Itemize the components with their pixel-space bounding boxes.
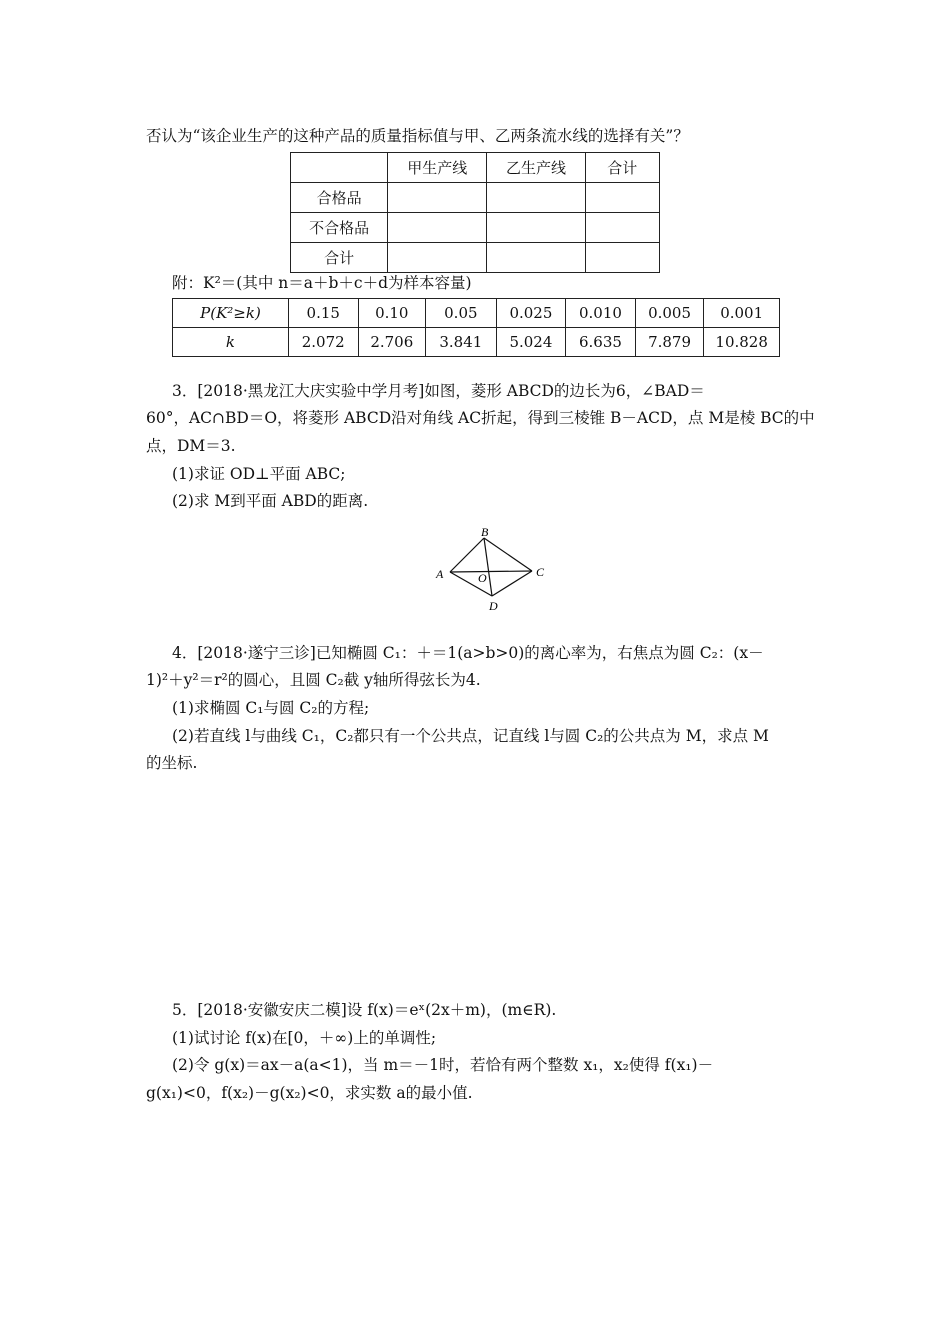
q4-part-2-line-1: (2)若直线 l与曲线 C₁，C₂都只有一个公共点，记直线 l与圆 C₂的公共点为 M，求点 M xyxy=(172,727,769,745)
table-cell: 合计 xyxy=(291,243,388,273)
label-c: C xyxy=(536,565,545,579)
table-cell xyxy=(585,213,659,243)
q3-line-1: 3．[2018·黑龙江大庆实验中学月考]如图，菱形 ABCD的边长为6，∠BAD＝ xyxy=(172,382,705,400)
edge-bc xyxy=(484,538,532,571)
intro-text: 否认为“该企业生产的这种产品的质量指标值与甲、乙两条流水线的选择有关”？ xyxy=(146,127,689,145)
label-b: B xyxy=(481,526,489,539)
table-cell: 2.706 xyxy=(358,328,426,357)
table-cell: k xyxy=(173,328,289,357)
q3-part-1: (1)求证 OD⊥平面 ABC; xyxy=(172,465,346,483)
q3-line-2: 60°，AC∩BD＝O，将菱形 ABCD沿对角线 AC折起，得到三棱锥 B－ACD，点 M是棱 BC的中 xyxy=(146,409,815,427)
table-cell: 0.025 xyxy=(496,299,566,328)
table-cell: 6.635 xyxy=(566,328,636,357)
table-cell: 0.010 xyxy=(566,299,636,328)
q4-line-2: 1)²＋y²＝r²的圆心，且圆 C₂截 y轴所得弦长为4. xyxy=(146,671,481,689)
table-row xyxy=(291,243,660,273)
table-header: 合计 xyxy=(585,153,659,183)
table-cell: 0.005 xyxy=(635,299,704,328)
table-cell xyxy=(291,153,388,183)
table-header: 甲生产线 xyxy=(388,153,487,183)
table-cell: 不合格品 xyxy=(291,213,388,243)
rhombus-figure xyxy=(428,526,548,616)
table-row xyxy=(173,299,780,328)
table-row xyxy=(291,213,660,243)
table-cell xyxy=(487,183,585,213)
table-cell: 0.10 xyxy=(358,299,426,328)
q4-line-1: 4．[2018·遂宁三诊]已知椭圆 C₁：＋＝1(a>b>0)的离心率为，右焦点为圆 C₂：(x－ xyxy=(172,644,764,662)
diagonal-ac xyxy=(450,571,532,572)
table-cell: 5.024 xyxy=(496,328,566,357)
table-cell xyxy=(585,243,659,273)
q5-line-1: 5．[2018·安徽安庆二模]设 f(x)＝eˣ(2x＋m)，(m∈R). xyxy=(172,1001,557,1019)
table-row xyxy=(291,153,660,183)
q4-part-1: (1)求椭圆 C₁与圆 C₂的方程; xyxy=(172,699,370,717)
table-cell: 0.15 xyxy=(288,299,358,328)
table-row xyxy=(291,183,660,213)
critical-value-table xyxy=(172,298,780,357)
q5-part-2-line-2: g(x₁)<0，f(x₂)－g(x₂)<0，求实数 a的最小值. xyxy=(146,1084,473,1102)
q5-part-2-line-1: (2)令 g(x)＝ax－a(a<1)，当 m＝－1时，若恰有两个整数 x₁，x₂使得 f(x₁)－ xyxy=(172,1056,714,1074)
table-row xyxy=(173,328,780,357)
diagonal-bd xyxy=(484,538,492,596)
table-header: 乙生产线 xyxy=(487,153,585,183)
table-cell xyxy=(388,243,487,273)
table-cell: 2.072 xyxy=(288,328,358,357)
table-cell: 3.841 xyxy=(426,328,497,357)
contingency-table xyxy=(290,152,660,273)
edge-cd xyxy=(492,571,532,596)
table-cell: 合格品 xyxy=(291,183,388,213)
table-cell: 0.05 xyxy=(426,299,497,328)
q4-part-2-line-2: 的坐标. xyxy=(146,754,198,772)
table-cell xyxy=(388,213,487,243)
table-cell: 0.001 xyxy=(704,299,780,328)
table-cell xyxy=(487,243,585,273)
q3-line-3: 点，DM＝3. xyxy=(146,437,236,455)
formula-note: 附：K²＝(其中 n＝a＋b＋c＋d为样本容量) xyxy=(172,274,472,292)
table-cell xyxy=(487,213,585,243)
q5-part-1: (1)试讨论 f(x)在[0，＋∞)上的单调性; xyxy=(172,1029,437,1047)
table-cell xyxy=(585,183,659,213)
q3-part-2: (2)求 M到平面 ABD的距离. xyxy=(172,492,369,510)
table-cell xyxy=(388,183,487,213)
label-o: O xyxy=(478,571,487,585)
label-a: A xyxy=(436,567,444,581)
table-cell: 7.879 xyxy=(635,328,704,357)
edge-ab xyxy=(450,538,484,572)
label-d: D xyxy=(489,599,498,613)
table-cell: 10.828 xyxy=(704,328,780,357)
table-cell: P(K²≥k) xyxy=(173,299,289,328)
